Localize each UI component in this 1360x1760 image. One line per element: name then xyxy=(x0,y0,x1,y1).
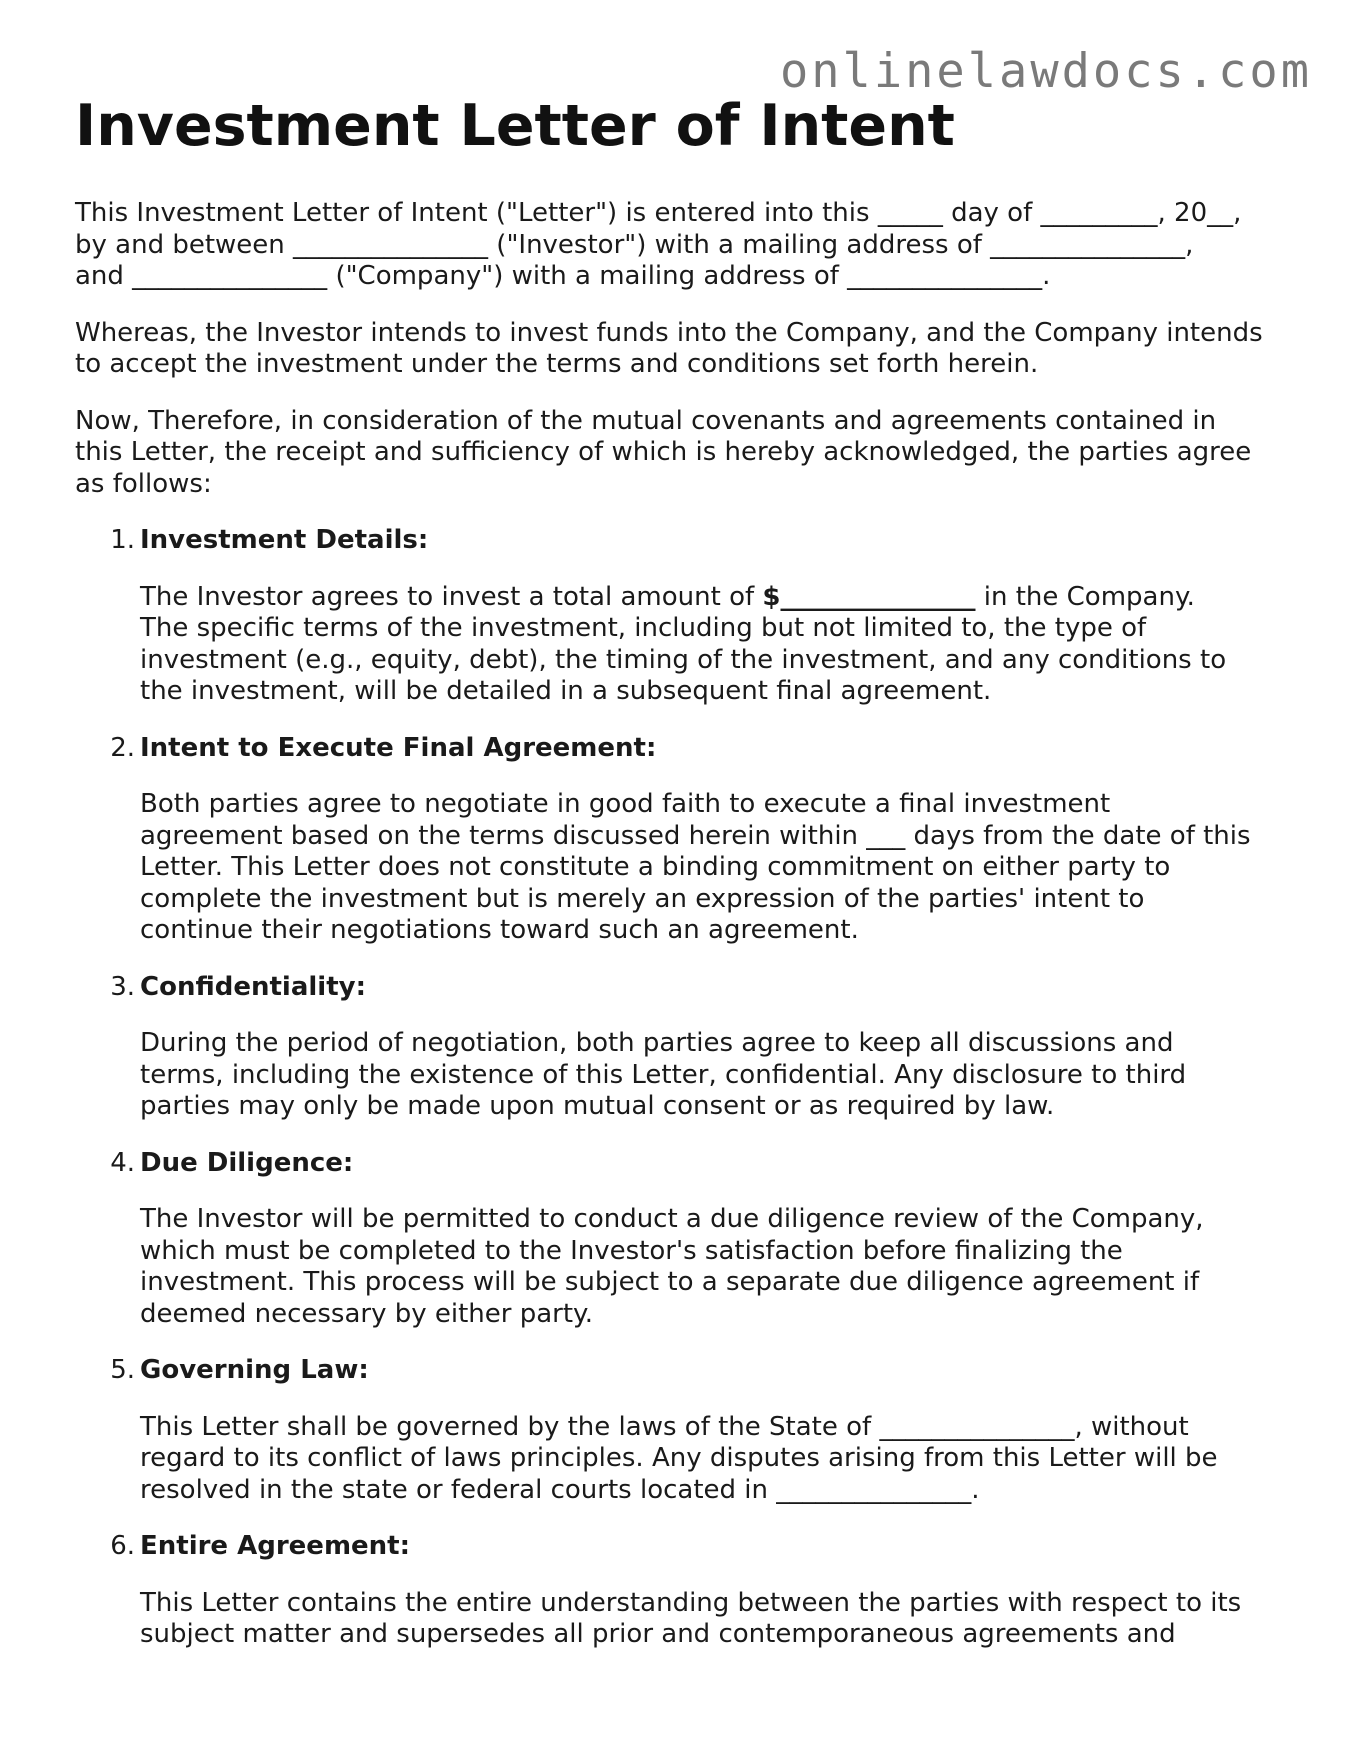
whereas-line: to accept the investment under the terms and conditions set forth herein. xyxy=(75,349,1039,379)
section-body xyxy=(140,1204,1290,1330)
section-line: in the Company. xyxy=(975,581,1195,612)
sections-list xyxy=(75,525,1290,1651)
intro-line: by and between _______________ ("Investor") with a mailing address of _______________, xyxy=(75,229,1194,260)
section-line: complete the investment but is merely an expression of the parties' intent to xyxy=(140,883,1145,914)
whereas-paragraph xyxy=(75,318,1290,381)
now-therefore-line: this Letter, the receipt and sufficiency of which is hereby acknowledged, the parties agree xyxy=(75,437,1252,467)
section-line: deemed necessary by either party. xyxy=(140,1298,593,1329)
intro-paragraph xyxy=(75,198,1290,293)
section-line: The Investor will be permitted to conduct a due diligence review of the Company, xyxy=(140,1204,1204,1234)
section-governing-law xyxy=(75,1355,1290,1506)
section-line: investment. This process will be subject to a separate due diligence agreement if xyxy=(140,1267,1200,1297)
section-entire-agreement xyxy=(75,1531,1290,1651)
section-due-diligence xyxy=(75,1148,1290,1331)
section-heading xyxy=(110,1531,1290,1563)
section-body xyxy=(140,1588,1290,1651)
section-number: 1. xyxy=(110,525,135,555)
section-line: The Investor agrees to invest a total amount of xyxy=(140,581,763,612)
document-page xyxy=(75,92,1290,1676)
section-title: Governing Law: xyxy=(140,1355,369,1385)
section-line: continue their negotiations toward such an agreement. xyxy=(140,915,859,945)
section-line: subject matter and supersedes all prior and contemporaneous agreements and xyxy=(140,1619,1176,1649)
section-body xyxy=(140,582,1290,708)
section-intent-to-execute xyxy=(75,733,1290,947)
section-confidentiality xyxy=(75,972,1290,1123)
section-line: parties may only be made upon mutual consent or as required by law. xyxy=(140,1091,1055,1121)
section-line: Letter. This Letter does not constitute a binding commitment on either party to xyxy=(140,852,1171,882)
section-body xyxy=(140,1412,1290,1507)
section-title: Entire Agreement: xyxy=(140,1531,411,1561)
section-heading xyxy=(110,732,1290,765)
section-body xyxy=(140,1028,1290,1123)
amount-blank: $_______________ xyxy=(762,581,976,612)
section-number: 6. xyxy=(110,1531,135,1561)
section-heading xyxy=(110,1147,1290,1180)
section-line: The specific terms of the investment, including but not limited to, the type of xyxy=(140,613,1147,643)
section-number: 4. xyxy=(110,1147,135,1178)
section-line: This Letter contains the entire understanding between the parties with respect to its xyxy=(140,1587,1242,1618)
section-body xyxy=(140,789,1290,947)
section-title: Confidentiality: xyxy=(140,971,366,1002)
section-line: which must be completed to the Investor's satisfaction before finalizing the xyxy=(140,1235,1123,1266)
section-number: 5. xyxy=(110,1355,135,1385)
section-line: investment (e.g., equity, debt), the timing of the investment, and any conditions to xyxy=(140,644,1227,675)
section-heading xyxy=(110,971,1290,1004)
now-therefore-line: as follows: xyxy=(75,468,212,499)
section-number: 3. xyxy=(110,971,135,1002)
section-heading xyxy=(110,525,1290,557)
section-heading xyxy=(110,1355,1290,1387)
intro-line: and _______________ ("Company") with a mailing address of _______________. xyxy=(75,261,1051,291)
now-therefore-paragraph xyxy=(75,406,1290,501)
section-line: regard to its conflict of laws principles. Any disputes arising from this Letter will be xyxy=(140,1443,1218,1473)
section-title: Intent to Execute Final Agreement: xyxy=(140,732,657,763)
section-line: Both parties agree to negotiate in good faith to execute a final investment xyxy=(140,789,1111,819)
section-line: agreement based on the terms discussed herein within ___ days from the date of this xyxy=(140,820,1251,851)
whereas-line: Whereas, the Investor intends to invest funds into the Company, and the Company intends xyxy=(75,317,1263,348)
section-investment-details xyxy=(75,525,1290,708)
now-therefore-line: Now, Therefore, in consideration of the mutual covenants and agreements contained in xyxy=(75,405,1217,436)
section-line: This Letter shall be governed by the laws of the State of _______________, without xyxy=(140,1411,1189,1442)
watermark: onlinelawdocs.com xyxy=(779,44,1312,99)
section-line: During the period of negotiation, both parties agree to keep all discussions and xyxy=(140,1028,1174,1058)
section-title: Due Diligence: xyxy=(140,1147,354,1178)
section-number: 2. xyxy=(110,732,135,763)
section-line: resolved in the state or federal courts located in _______________. xyxy=(140,1474,980,1505)
intro-line: This Investment Letter of Intent ("Letter") is entered into this _____ day of _________, 20__, xyxy=(75,198,1242,228)
document-title: Investment Letter of Intent xyxy=(75,93,955,159)
section-line: terms, including the existence of this Letter, confidential. Any disclosure to third xyxy=(140,1059,1187,1090)
section-line: the investment, will be detailed in a subsequent final agreement. xyxy=(140,676,992,706)
section-title: Investment Details: xyxy=(140,525,429,555)
